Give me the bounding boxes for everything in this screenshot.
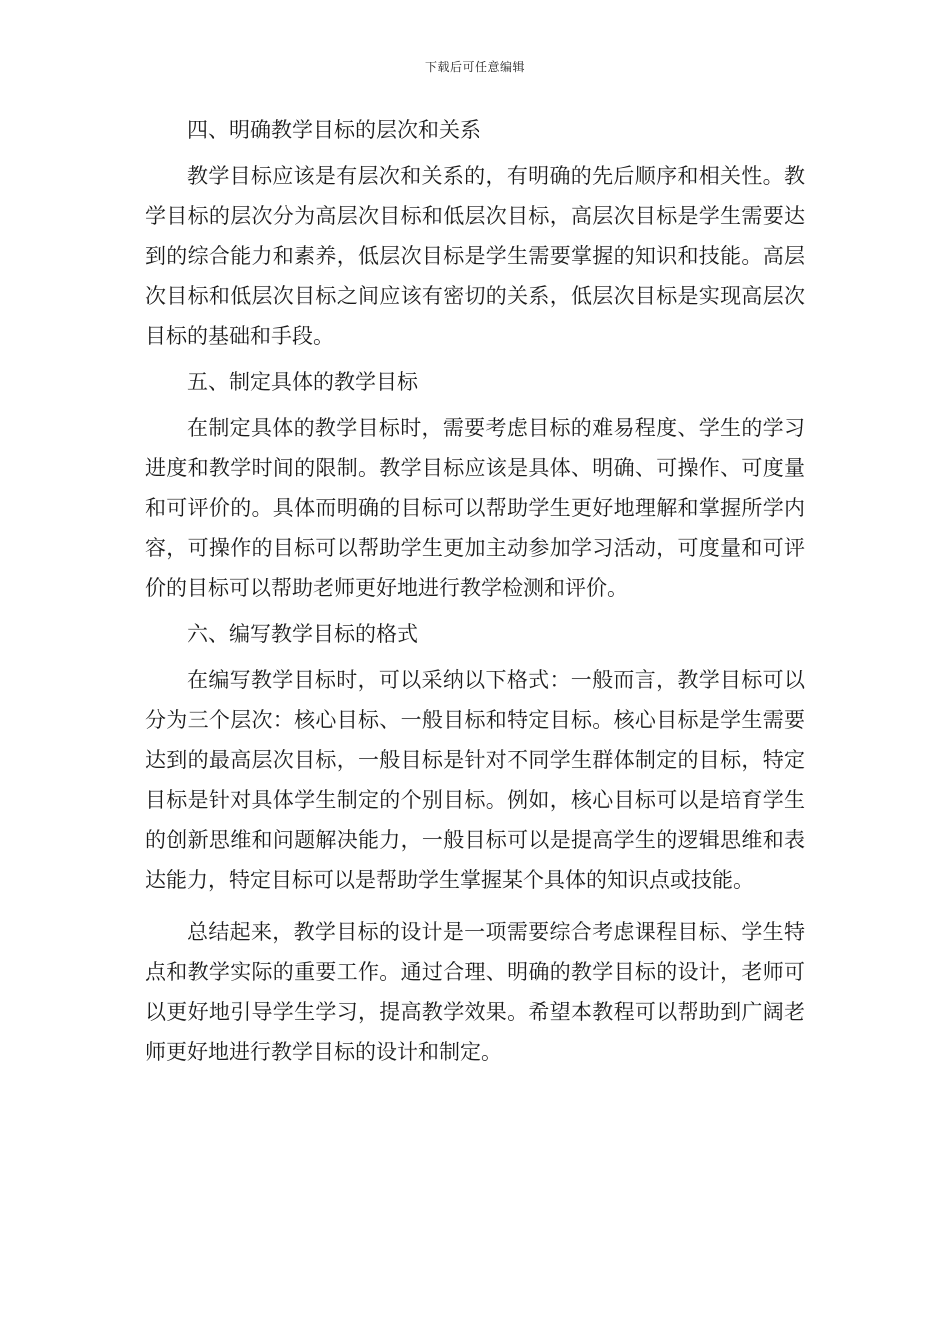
conclusion-paragraph: 总结起来，教学目标的设计是一项需要综合考虑课程目标、学生特点和教学实际的重要工作。通过合理、明确的教学目标的设计，老师可以更好地引导学生学习，提高教学效果。希望本教程可以帮助到广阔老师更好地进行教学目标的设计和制定。 (145, 920, 805, 1064)
document-body (145, 110, 805, 1078)
section-heading-4: 四、明确教学目标的层次和关系 (187, 118, 481, 142)
section-heading-5: 五、制定具体的教学目标 (187, 370, 418, 394)
section-paragraph-4: 教学目标应该是有层次和关系的，有明确的先后顺序和相关性。教学目标的层次分为高层次目标和低层次目标，高层次目标是学生需要达到的综合能力和素养，低层次目标是学生需要掌握的知识和技能。高层次目标和低层次目标之间应该有密切的关系，低层次目标是实现高层次目标的基础和手段。 (145, 164, 805, 348)
page-header: 下载后可任意编辑 (424, 60, 525, 74)
section-paragraph-5: 在制定具体的教学目标时，需要考虑目标的难易程度、学生的学习进度和教学时间的限制。教学目标应该是具体、明确、可操作、可度量和可评价的。具体而明确的目标可以帮助学生更好地理解和掌握所学内容，可操作的目标可以帮助学生更加主动参加学习活动，可度量和可评价的目标可以帮助老师更好地进行教学检测和评价。 (145, 416, 805, 600)
section-heading-6: 六、编写教学目标的格式 (187, 622, 418, 646)
section-paragraph-6: 在编写教学目标时，可以采纳以下格式：一般而言，教学目标可以分为三个层次：核心目标、一般目标和特定目标。核心目标是学生需要达到的最高层次目标，一般目标是针对不同学生群体制定的目标，特定目标是针对具体学生制定的个别目标。例如，核心目标可以是培育学生的创新思维和问题解决能力，一般目标可以是提高学生的逻辑思维和表达能力，特定目标可以是帮助学生掌握某个具体的知识点或技能。 (145, 668, 805, 892)
